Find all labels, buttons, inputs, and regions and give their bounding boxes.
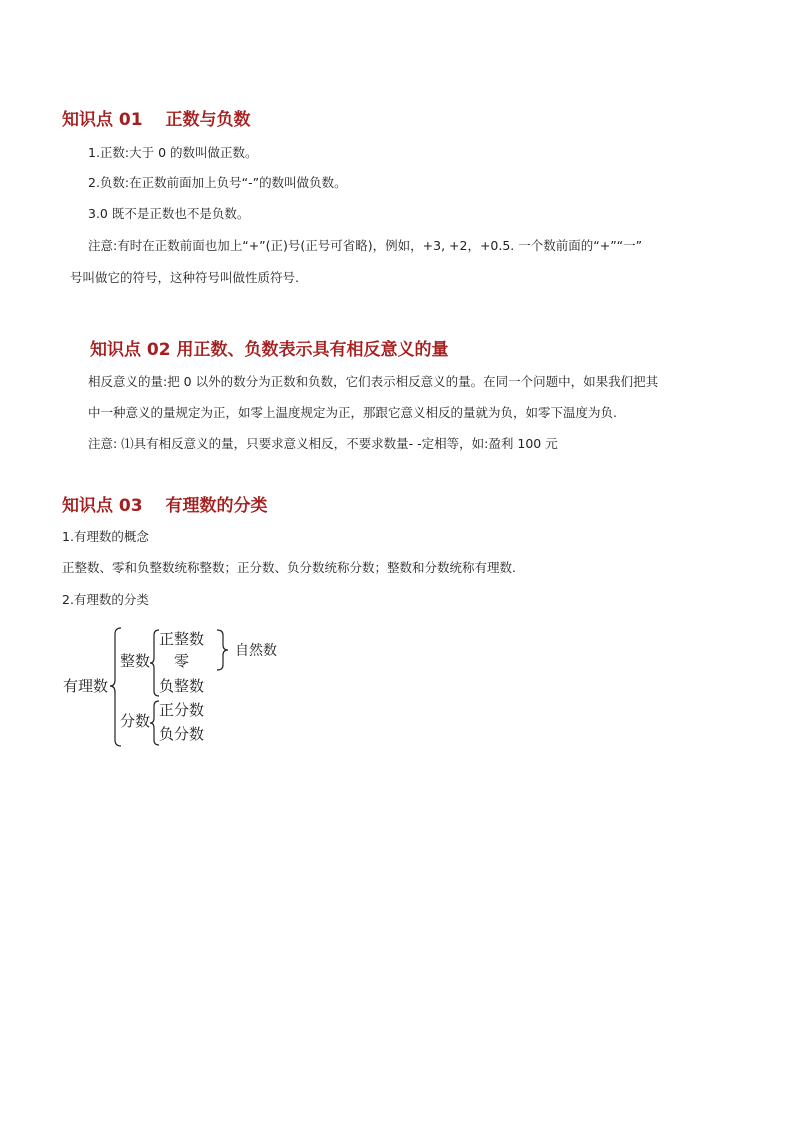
section1-item-1: 1.正数:大于 0 的数叫做正数。	[88, 145, 258, 160]
section2-para-line1: 相反意义的量:把 0 以外的数分为正数和负数，它们表示相反意义的量。在同一个问题中，如果我们把其	[88, 374, 659, 389]
concept-title: 1.有理数的概念	[62, 529, 149, 544]
section1-note-line1: 注意:有时在正数前面也加上“+”(正)号(正号可省略)，例如，+3, +2，+0.5. 一个数前面的“+”“一”	[88, 238, 643, 253]
section1-item-2: 2.负数:在正数前面加上负号“-”的数叫做负数。	[88, 175, 347, 190]
tree-natural-numbers-label: 自然数	[235, 643, 277, 659]
section1-note-line2: 号叫做它的符号，这种符号叫做性质符号.	[70, 270, 299, 285]
classification-title: 2.有理数的分类	[62, 592, 149, 607]
section1-item-3: 3.0 既不是正数也不是负数。	[88, 206, 250, 221]
tree-negative-integer-label: 负整数	[159, 677, 205, 695]
section2-para-line2: 中一种意义的量规定为正，如零上温度规定为正，那跟它意义相反的量就为负，如零下温度为负.	[88, 405, 617, 420]
tree-root-label: 有理数	[63, 677, 109, 695]
tree-positive-fraction-label: 正分数	[159, 701, 205, 719]
section3-heading: 知识点 03 有理数的分类	[62, 496, 268, 516]
concept-text: 正整数、零和负整数统称整数；正分数、负分数统称分数；整数和分数统称有理数.	[62, 560, 516, 575]
tree-negative-fraction-label: 负分数	[159, 725, 205, 743]
tree-fraction-label: 分数	[120, 712, 151, 730]
tree-integer-label: 整数	[120, 652, 151, 670]
section2-heading: 知识点 02 用正数、负数表示具有相反意义的量	[90, 340, 449, 360]
root-brace	[110, 628, 122, 748]
section2-note: 注意: ⑴具有相反意义的量，只要求意义相反，不要求数量- -定相等，如:盈利 100 元	[88, 436, 558, 451]
natural-numbers-brace	[217, 630, 229, 672]
tree-positive-integer-label: 正整数	[159, 630, 205, 648]
tree-zero-label: 零	[174, 652, 190, 670]
section1-heading: 知识点 01 正数与负数	[62, 110, 251, 130]
